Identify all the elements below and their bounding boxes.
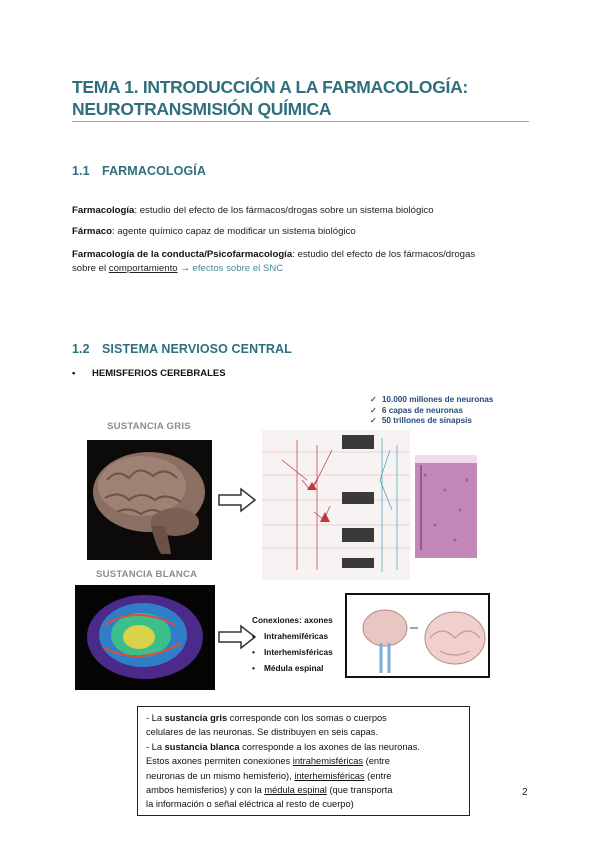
arrow-right-icon xyxy=(217,487,257,513)
section-title: SISTEMA NERVIOSO CENTRAL xyxy=(102,342,292,356)
check-icon: ✓ xyxy=(370,405,377,415)
bullet-hemisferios xyxy=(72,368,226,379)
fact-item: ✓ 50 trillones de sinapsis xyxy=(370,416,472,425)
bullet-dot-icon: • xyxy=(72,368,76,379)
section-heading-1-1 xyxy=(72,164,206,178)
section-number: 1.1 xyxy=(72,164,90,178)
connections-header: Conexiones: axones xyxy=(252,615,333,625)
check-icon: ✓ xyxy=(370,416,377,425)
term-sustancia-blanca: sustancia blanca xyxy=(164,741,240,752)
label-sustancia-gris: SUSTANCIA GRIS xyxy=(107,421,191,432)
underlined-term: comportamiento xyxy=(108,263,178,274)
histology-slide-image xyxy=(415,455,477,558)
definition-farmacologia xyxy=(72,204,434,218)
page-title xyxy=(72,76,532,120)
section-heading-1-2 xyxy=(72,342,292,356)
title-line-1: TEMA 1. INTRODUCCIÓN A LA FARMACOLOGÍA: xyxy=(72,77,468,97)
definition-farmaco xyxy=(72,225,356,239)
connections-list xyxy=(252,612,333,676)
check-icon: ✓ xyxy=(370,395,377,404)
arrow-icon: → xyxy=(177,263,193,274)
definition-text: : agente químico capaz de modificar un sistema biológico xyxy=(112,226,356,237)
definition-text: : estudio del efecto de los fármacos/drogas xyxy=(292,249,476,260)
section-title: FARMACOLOGÍA xyxy=(102,164,206,178)
definition-text-2: sobre el xyxy=(72,263,109,274)
page-number: 2 xyxy=(522,787,528,798)
connection-item: • Interhemisféricas xyxy=(252,644,333,660)
bullet-dot-icon: • xyxy=(252,663,255,673)
summary-note-box: - La sustancia gris corresponde con los somas o cuerpos celulares de las neuronas. Se distribuyen en seis capas. - La sustancia blanca corresponde a los axones de las neuronas. Estos axones permiten conexiones intrahemisféricas (entre neuronas de un mismo hemisferio), interhemisféricas (entre ambos hemisferios) y con la médula espinal (que transporta la información o señal eléctrica al resto de cuerpo) xyxy=(137,706,470,816)
neuron-facts-list xyxy=(370,395,493,427)
term: Farmacología xyxy=(72,205,135,216)
bullet-dot-icon: • xyxy=(252,631,255,641)
term: Farmacología de la conducta/Psicofarmacología xyxy=(72,249,293,260)
definition-psicofarmacologia xyxy=(72,248,532,276)
bullet-dot-icon: • xyxy=(252,647,255,657)
snc-effects-text: efectos sobre el SNC xyxy=(192,263,284,274)
arrow-right-icon xyxy=(217,624,257,650)
cortical-layers-diagram xyxy=(262,430,410,580)
section-number: 1.2 xyxy=(72,342,90,356)
connection-item: • Intrahemiféricas xyxy=(252,628,333,644)
fact-item: ✓ 6 capas de neuronas xyxy=(370,405,463,415)
definition-text: : estudio del efecto de los fármacos/drogas sobre un sistema biológico xyxy=(134,205,434,216)
brain-photo-image xyxy=(87,440,212,560)
title-divider xyxy=(72,121,529,122)
bullet-text: HEMISFERIOS CEREBRALES xyxy=(92,368,226,379)
term-sustancia-gris: sustancia gris xyxy=(164,713,228,723)
term: Fármaco xyxy=(72,226,112,237)
title-line-2: NEUROTRANSMISIÓN QUÍMICA xyxy=(72,99,332,119)
connection-item: • Médula espinal xyxy=(252,660,333,676)
brain-section-illustration xyxy=(345,593,490,678)
label-sustancia-blanca: SUSTANCIA BLANCA xyxy=(96,569,198,580)
white-matter-tractography-image xyxy=(75,585,215,690)
fact-item: ✓ 10.000 millones de neuronas xyxy=(370,395,494,404)
